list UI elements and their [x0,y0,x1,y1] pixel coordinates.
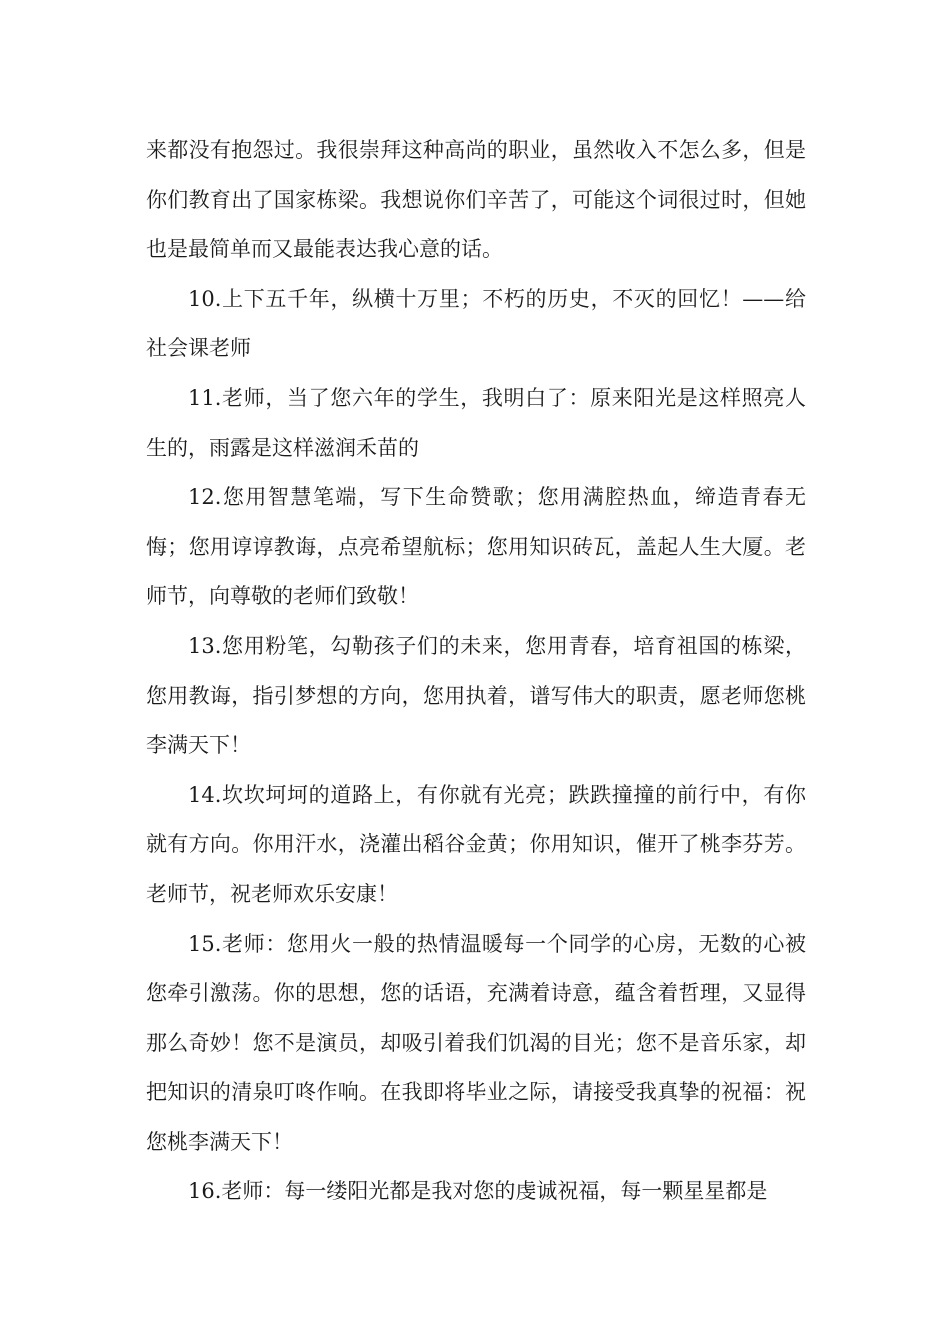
paragraph-16: 16.老师：每一缕阳光都是我对您的虔诚祝福，每一颗星星都是 [188,1179,768,1204]
paragraph-15: 15.老师：您用火一般的热情温暖每一个同学的心房，无数的心被您牵引激荡。你的思想，您的话语，充满着诗意，蕴含着哲理，又显得那么奇妙！您不是演员，却吸引着我们饥渴的目光；您不是音乐家，却把知识的清泉叮咚作响。在我即将毕业之际，请接受我真挚的祝福：祝您桃李满天下！ [146,931,806,1154]
paragraph-10: 10.上下五千年，纵横十万里；不朽的历史，不灭的回忆！——给社会课老师 [146,286,806,361]
paragraph-continuation: 来都没有抱怨过。我很崇拜这种高尚的职业，虽然收入不怎么多，但是你们教育出了国家栋梁。我想说你们辛苦了，可能这个词很过时，但她也是最简单而又最能表达我心意的话。 [146,138,806,262]
paragraph-12: 12.您用智慧笔端，写下生命赞歌；您用满腔热血，缔造青春无悔；您用谆谆教诲，点亮希望航标；您用知识砖瓦，盖起人生大厦。老师节，向尊敬的老师们致敬！ [146,485,806,609]
paragraph-11: 11.老师，当了您六年的学生，我明白了：原来阳光是这样照亮人生的，雨露是这样滋润禾苗的 [146,385,806,460]
document-body [146,126,806,1217]
paragraph-14: 14.坎坎坷坷的道路上，有你就有光亮；跌跌撞撞的前行中，有你就有方向。你用汗水，浇灌出稻谷金黄；你用知识，催开了桃李芬芳。老师节，祝老师欢乐安康！ [146,782,806,906]
paragraph-13: 13.您用粉笔，勾勒孩子们的未来，您用青春，培育祖国的栋梁，您用教诲，指引梦想的方向，您用执着，谱写伟大的职责，愿老师您桃李满天下！ [146,633,806,758]
